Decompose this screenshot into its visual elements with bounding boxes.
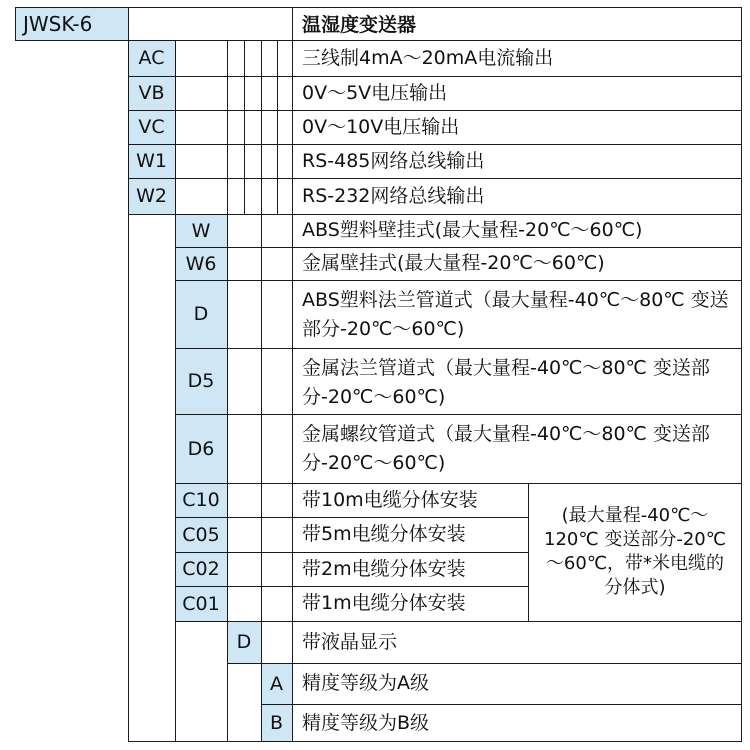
mount-code-c02: C02 [175, 552, 227, 586]
grid-line [128, 741, 742, 742]
output-desc-w2: RS-232网络总线输出 [302, 184, 485, 207]
grid-line [175, 280, 742, 281]
mount-desc-c02: 带2m电缆分体安装 [302, 557, 466, 580]
mount-desc-w6: 金属壁挂式(最大量程-20℃～60℃) [302, 252, 605, 274]
grid-line [277, 40, 278, 214]
grid-line [227, 40, 228, 742]
grid-line [128, 178, 742, 179]
output-desc-w1: RS-485网络总线输出 [302, 149, 485, 172]
display-desc: 带液晶显示 [302, 630, 398, 653]
product-title-cell [292, 7, 742, 40]
output-desc-vb: 0V～5V电压输出 [302, 81, 448, 104]
model-code-cell [15, 7, 128, 40]
grid-line [175, 247, 742, 248]
mount-desc-c05: 带5m电缆分体安装 [302, 523, 466, 545]
mount-desc-c10: 带10m电缆分体安装 [302, 488, 478, 511]
grid-line [741, 7, 742, 742]
mount-code-w6: W6 [175, 247, 227, 280]
grid-line [175, 517, 528, 518]
output-desc-vc: 0V～10V电压输出 [302, 115, 460, 138]
grid-line [175, 586, 528, 587]
accuracy-code-b: B [261, 704, 292, 742]
accuracy-desc-b: 精度等级为B级 [302, 711, 430, 734]
output-code-w1: W1 [128, 144, 175, 178]
grid-line [15, 7, 742, 8]
grid-line [175, 621, 742, 622]
grid-line [244, 40, 245, 214]
mount-code-c05: C05 [175, 517, 227, 552]
mount-desc-d: ABS塑料法兰管道式（最大量程-40℃～80℃ 变送部分-20℃～60℃) [302, 289, 729, 340]
grid-line [175, 552, 528, 553]
grid-line [15, 40, 742, 41]
output-code-vc: VC [128, 110, 175, 144]
grid-line [128, 7, 129, 742]
accuracy-code-a: A [261, 663, 292, 704]
cable-range-note: (最大量程-40℃～120℃ 变送部分-20℃～60℃，带*米电缆的分体式) [544, 505, 726, 598]
mount-desc-d5: 金属法兰管道式（最大量程-40℃～80℃ 变送部分-20℃～60℃) [302, 357, 710, 408]
mount-code-c10: C10 [175, 483, 227, 517]
grid-line [261, 40, 262, 742]
mount-code-d6: D6 [175, 414, 227, 483]
mount-code-c01: C01 [175, 586, 227, 621]
mount-desc-c01: 带1m电缆分体安装 [302, 592, 466, 614]
grid-line [528, 483, 529, 621]
output-code-ac: AC [128, 40, 175, 76]
output-code-w2: W2 [128, 178, 175, 214]
mount-code-d: D [175, 280, 227, 348]
grid-line [15, 7, 16, 40]
model-selection-table [15, 7, 742, 742]
mount-code-w: W [175, 214, 227, 247]
accuracy-desc-a: 精度等级为A级 [302, 672, 429, 694]
mount-desc-d6: 金属螺纹管道式（最大量程-40℃～80℃ 变送部分-20℃～60℃) [302, 423, 710, 474]
model-code: JWSK-6 [23, 11, 93, 36]
grid-line [128, 214, 742, 215]
grid-line [175, 40, 176, 742]
grid-line [175, 348, 742, 349]
grid-line [227, 663, 742, 664]
output-desc-ac: 三线制4mA～20mA电流输出 [302, 46, 554, 69]
mount-desc-w: ABS塑料壁挂式(最大量程-20℃～60℃) [302, 219, 643, 241]
output-code-vb: VB [128, 76, 175, 110]
grid-line [292, 7, 293, 742]
display-code-d: D [227, 621, 261, 663]
mount-code-d5: D5 [175, 348, 227, 414]
grid-line [128, 76, 742, 77]
grid-line [128, 144, 742, 145]
product-title: 温湿度变送器 [302, 14, 417, 36]
grid-line [175, 483, 742, 484]
grid-line [175, 414, 742, 415]
grid-line [261, 704, 742, 705]
grid-line [128, 110, 742, 111]
